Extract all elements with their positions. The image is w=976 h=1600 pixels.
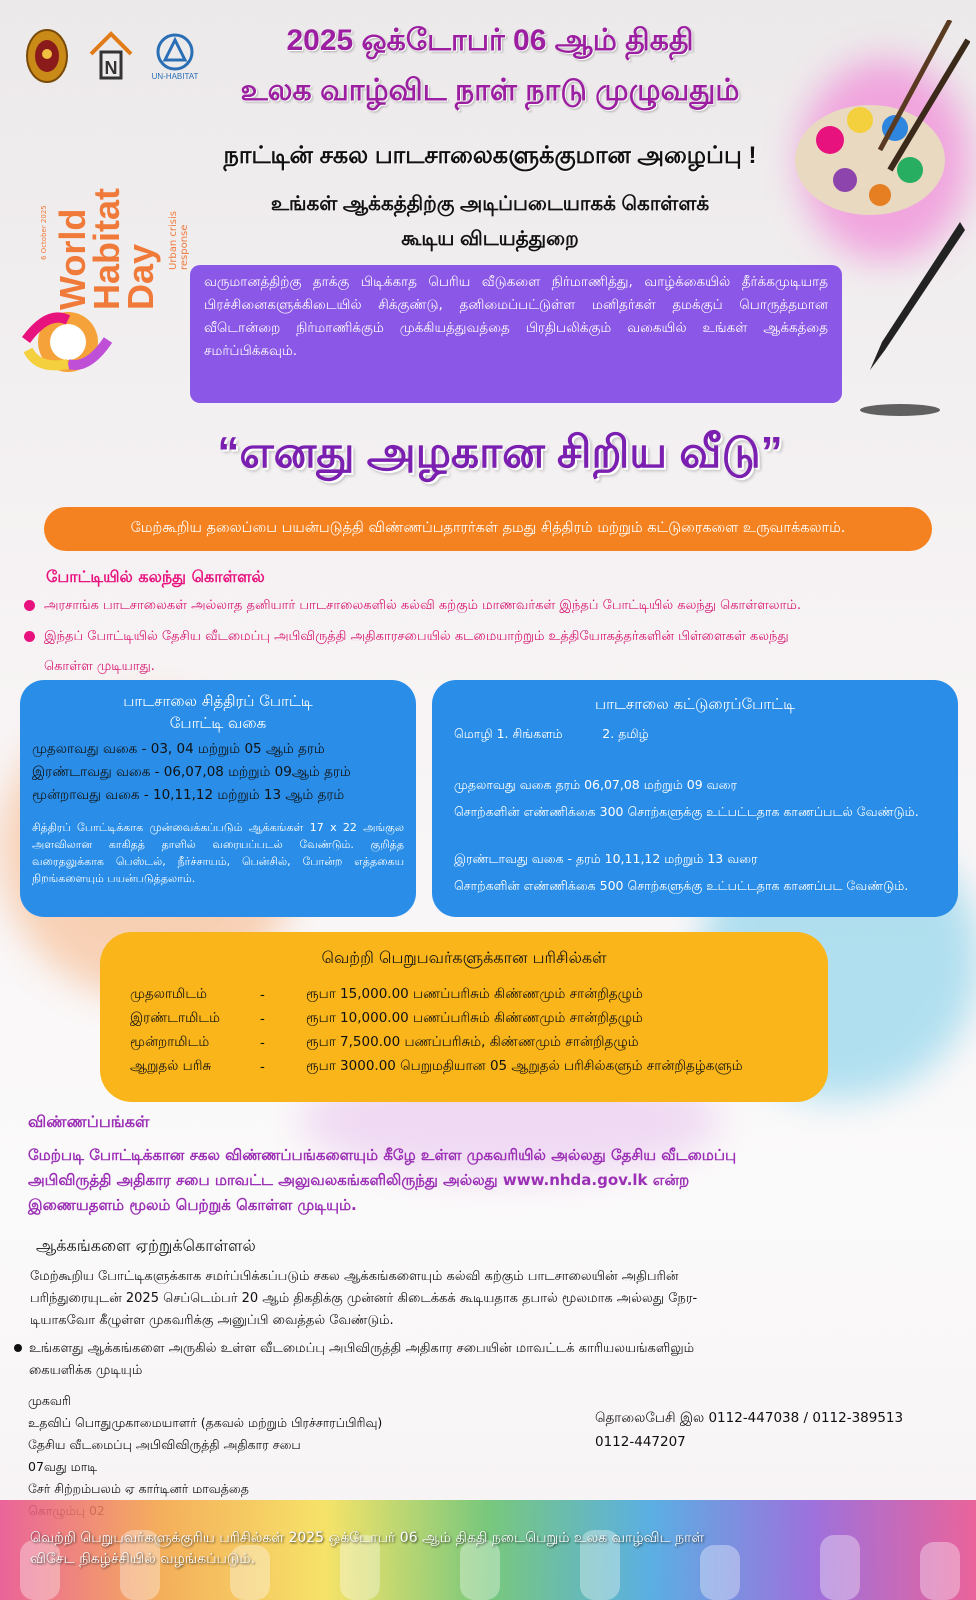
world-habitat-day-logo xyxy=(30,140,190,310)
drawing-note: சித்திரப் போட்டிக்காக முன்வைக்கப்படும் ஆக்கங்கள் 17 x 22 அங்குல அளவிலான காகிதத் தாளில் வரையப்படல் வேண்டும். குறித்த வரைதலுக்காக பெஸ்டல், நீர்ச்சாயம், பென்சில், போன்ற எத்தகைய நிறங்களையும் பயன்படுத்தலாம். xyxy=(32,821,404,885)
government-emblem-icon xyxy=(22,26,72,86)
header-date: 2025 ஒக்டோபர் 06 ஆம் திகதி xyxy=(286,24,694,57)
svg-text:N: N xyxy=(104,58,118,78)
logo-row xyxy=(22,26,200,86)
essay-category-1: முதலாவது வகை தரம் 06,07,08 மற்றும் 09 வரை xyxy=(454,777,737,792)
submission-bullet: உங்களது ஆக்கங்களை அருகில் உள்ள வீடமைப்பு அபிவிருத்தி அதிகார சபையின் மாவட்டக் காரியலயங்களிலும் கையளிக்க முடியும் xyxy=(14,1338,964,1382)
whd-world: World xyxy=(52,208,93,310)
drawing-category-label: போட்டி வகை xyxy=(169,714,267,732)
essay-title: பாடசாலை கட்டுரைப்போட்டி xyxy=(594,695,796,713)
address-label: முகவரி xyxy=(28,1393,71,1408)
participation-bullet-1: அரசாங்க பாடசாலைகள் அல்லாத தனியார் பாடசாலைகளில் கல்வி கற்கும் மாணவர்கள் இந்தப் போட்டியில் கலந்து கொள்ளலாம். xyxy=(24,598,974,614)
header-invite: நாட்டின் சகல பாடசாலைகளுக்குமான அழைப்பு ! xyxy=(223,142,757,169)
drawing-competition-box xyxy=(20,680,416,917)
prize-row: ஆறுதல் பரிசு - ரூபா 3000.00 பெறுமதியான 05 ஆறுதல் பரிசில்களும் சான்றிதழ்களும் xyxy=(130,1058,743,1075)
intro-description: வருமானத்திற்கு தாக்கு பிடிக்காத பெரிய வீடுகளை நிர்மாணித்து, வாழ்க்கையில் தீர்க்கமுடியாத பிரச்சினைகளுக்கிடையில் சிக்குண்டு, தனிமைப்பட்டுள்ள மனிதர்கள் தமக்குப் பொருத்தமான வீடொன்றை நிர்மாணிக்கும் முக்கியத்துவத்தை பிரதிபலிக்கும் வகையில் உங்கள் ஆக்கத்தை சமர்ப்பிக்கவும். xyxy=(190,265,842,403)
theme-note: மேற்கூறிய தலைப்பை பயன்படுத்தி விண்ணப்பதாரர்கள் தமது சித்திரம் மற்றும் கட்டுரைகளை உருவாக்கலாம். xyxy=(44,507,932,551)
whd-date: 6 October 2025 xyxy=(40,205,48,260)
whd-day: Day xyxy=(120,243,161,310)
postal-address: முகவரி உதவிப் பொதுமுகாமையாளர் (தகவல் மற்றும் பிரச்சாரப்பிரிவு) தேசிய வீடமைப்பு அபிவிவிருத்தி அதிகார சபை 07வது மாடி சேர் சிற்றம்பலம் ஏ கார்டினர் மாவத்தை xyxy=(28,1390,382,1522)
whd-flower-icon xyxy=(8,300,138,380)
header-event: உலக வாழ்விட நாள் நாடு முழுவதும் xyxy=(240,74,740,107)
essay-languages: மொழி 1. சிங்களம் 2. தமிழ் xyxy=(454,726,649,741)
prize-row: இரண்டாமிடம் - ரூபா 10,000.00 பணப்பரிசும் கிண்ணமும் சான்றிதழும் xyxy=(130,1010,643,1027)
prizes-title: வெற்றி பெறுபவர்களுக்கான பரிசில்கள் xyxy=(321,948,607,967)
drawing-category-2: இரண்டாவது வகை - 06,07,08 மற்றும் 09ஆம் தரம் xyxy=(32,764,351,780)
essay-category-2: இரண்டாவது வகை - தரம் 10,11,12 மற்றும் 13 வரை xyxy=(454,851,758,866)
drawing-category-1: முதலாவது வகை - 03, 04 மற்றும் 05 ஆம் தரம் xyxy=(32,741,325,757)
essay-competition-box xyxy=(432,680,958,917)
prizes-box xyxy=(100,932,828,1102)
drawing-category-3: மூன்றாவது வகை - 10,11,12 மற்றும் 13 ஆம் தரம் xyxy=(32,787,345,803)
drawing-title: பாடசாலை சித்திரப் போட்டி xyxy=(123,692,313,710)
participation-bullet-2-cont: கொள்ள முடியாது. xyxy=(44,659,155,674)
participation-bullet-2: இந்தப் போட்டியில் தேசிய வீடமைப்பு அபிவிருத்தி அதிகாரசபையில் கடமையாற்றும் உத்தியோகத்தர்களின் பிள்ளைகள் கலந்து xyxy=(24,629,974,645)
bullet-icon xyxy=(24,631,35,642)
un-habitat-label: UN-HABITAT xyxy=(151,71,199,81)
essay-category-2-words: சொற்களின் எண்ணிக்கை 500 சொற்களுக்கு உட்பட்டதாக காணப்பட வேண்டும். xyxy=(454,878,909,893)
bullet-icon xyxy=(24,600,35,611)
whd-habitat: Habitat xyxy=(86,187,127,310)
applications-text: மேற்படி போட்டிக்கான சகல விண்ணப்பங்களையும் கீழே உள்ள முகவரியில் அல்லது தேசிய வீடமைப்பு அபிவிருத்தி அதிகார சபை மாவட்ட அலுவலகங்களிலிருந்து அல்லது www.nhda.gov.lk என்ற இணையதளம் மூலம் பெற்றுக் கொள்ள முடியும். xyxy=(28,1146,737,1214)
competition-theme: “எனது அழகான சிறிய வீடு” xyxy=(217,428,783,477)
essay-category-1-words: சொற்களின் எண்ணிக்கை 300 சொற்களுக்கு உட்பட்டதாக காணப்படல் வேண்டும். xyxy=(454,804,919,819)
applications-heading: விண்ணப்பங்கள் xyxy=(28,1112,150,1131)
footer-note: வெற்றி பெறுபவர்களுக்குரிய பரிசில்கள் 2025 ஒக்டோபர் 06 ஆம் திகதி நடைபெறும் உலக வாழ்விட நாள் விசேட நிகழ்ச்சியில் வழங்கப்படும். xyxy=(30,1530,705,1567)
phone-numbers: தொலைபேசி இல 0112-447038 / 0112-389513 0112-447207 xyxy=(595,1410,904,1450)
submission-heading: ஆக்கங்களை ஏற்றுக்கொள்ளல் xyxy=(36,1236,256,1255)
prize-row: முதலாமிடம் - ரூபா 15,000.00 பணப்பரிசும் கிண்ணமும் சான்றிதழும் xyxy=(130,986,643,1003)
participation-heading: போட்டியில் கலந்து கொள்ளல் xyxy=(46,567,265,586)
prize-row: மூன்றாமிடம் - ரூபா 7,500.00 பணப்பரிசும், கிண்ணமும் சான்றிதழும் xyxy=(130,1034,639,1051)
bullet-icon xyxy=(14,1344,22,1352)
whd-side-1: Urban crisis xyxy=(168,210,179,270)
nhda-logo-icon xyxy=(86,26,136,86)
un-habitat-icon xyxy=(153,32,197,72)
whd-side-2: response xyxy=(179,224,190,270)
submission-text: மேற்கூறிய போட்டிகளுக்காக சமர்ப்பிக்கப்படும் சகல ஆக்கங்களையும் கல்வி கற்கும் பாடசாலையின் அதிபரின் பரிந்துரையுடன் 2025 செப்டெம்பர் 20 ஆம் திகதிக்கு முன்னர் கிடைக்கக் கூடியதாக தபால் மூலமாக அல்லது நேர- டியாகவோ கீழுள்ள முகவரிக்கு அனுப்பி வைத்தல் வேண்டும். xyxy=(30,1269,698,1328)
header-subtitle-2: கூடிய விடயத்துறை xyxy=(401,228,579,250)
un-habitat-logo xyxy=(150,26,200,86)
header-subtitle-1: உங்கள் ஆக்கத்திற்கு அடிப்படையாகக் கொள்ளக் xyxy=(270,193,710,215)
